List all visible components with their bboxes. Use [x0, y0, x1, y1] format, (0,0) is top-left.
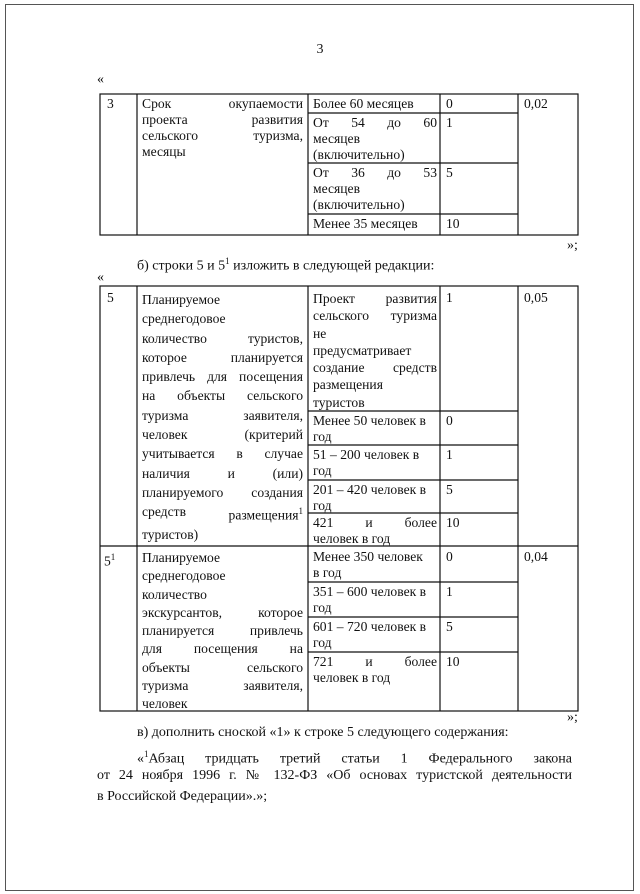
footnote-line-2: от 24 ноября 1996 г. № 132-ФЗ «Об основах туристской деятельности [97, 768, 572, 783]
t2-row5-score-5: 10 [446, 515, 460, 530]
open-quote: « [97, 72, 104, 87]
t2-row5-number: 5 [107, 290, 114, 305]
t2-row51-score-4: 10 [446, 654, 460, 669]
t1-score-1: 0 [446, 96, 453, 111]
t2-row5-option-3: 51 – 200 человек в год [313, 447, 420, 478]
footnote-line-1: «$^1$Абзац тридцать третий статьи 1 Федерального закона [137, 749, 572, 767]
t2-row5-criterion: Планируемое среднегодовое количество туристов, которое планируется привлечь для посещения на объекты сельского туризма заявителя, человек (критерий учитывается в случае наличия и (или) планируемого создания средств размещения$^1$ туристов) [142, 292, 303, 543]
t1-option-2: От 54 до 60 месяцев (включительно) [313, 115, 437, 162]
t2-row51-option-4: 721 и более человек в год [313, 654, 437, 685]
t1-criterion: Срок окупаемости проекта развития сельского туризма, месяцы [142, 96, 303, 159]
open-quote-2: « [97, 270, 104, 285]
page-number: 3 [316, 42, 324, 57]
t2-row51-option-3: 601 – 720 человек в год [313, 619, 427, 650]
t1-weight: 0,02 [524, 96, 548, 111]
t2-row51-option-1: Менее 350 человек в год [313, 549, 423, 580]
t2-row5-score-4: 5 [446, 482, 453, 497]
t1-option-4: Менее 35 месяцев [313, 216, 418, 231]
t1-score-2: 1 [446, 115, 453, 130]
t1-score-4: 10 [446, 216, 460, 231]
t2-row51-number: $5^1$ [104, 552, 116, 569]
t1-row-number: 3 [107, 96, 114, 111]
t2-row51-weight: 0,04 [524, 549, 548, 564]
t2-row51-score-1: 0 [446, 549, 453, 564]
t2-row5-score-3: 1 [446, 447, 453, 462]
footnote-line-3: в Российской Федерации».»; [97, 789, 268, 804]
t2-row5-option-4: 201 – 420 человек в год [313, 482, 427, 513]
t2-row51-score-3: 5 [446, 619, 453, 634]
t1-option-1: Более 60 месяцев [313, 96, 414, 111]
close-mark-2: »; [567, 710, 578, 725]
paragraph-v: в) дополнить сноской «1» к строке 5 следующего содержания: [137, 725, 509, 740]
t2-row5-weight: 0,05 [524, 290, 548, 305]
close-mark-1: »; [567, 238, 578, 253]
t2-row5-option-2: Менее 50 человек в год [313, 413, 426, 444]
t1-score-3: 5 [446, 165, 453, 180]
t1-option-3: От 36 до 53 месяцев (включительно) [313, 165, 437, 212]
t2-row5-option-1: Проект развития сельского туризма не предусматривает создание средств размещения туристов [313, 291, 437, 410]
t2-row51-score-2: 1 [446, 584, 453, 599]
t2-row51-option-2: 351 – 600 человек в год [313, 584, 427, 615]
t2-row51-criterion: Планируемое среднегодовое количество экскурсантов, которое планируется привлечь для посещения на объекты сельского туризма заявителя, человек [142, 550, 303, 712]
t2-row5-option-5: 421 и более человек в год [313, 515, 437, 546]
t2-row5-score-1: 1 [446, 290, 453, 305]
t2-row5-score-2: 0 [446, 413, 453, 428]
paragraph-b: б) строки 5 и $5^1$ изложить в следующей редакции: [137, 256, 435, 274]
